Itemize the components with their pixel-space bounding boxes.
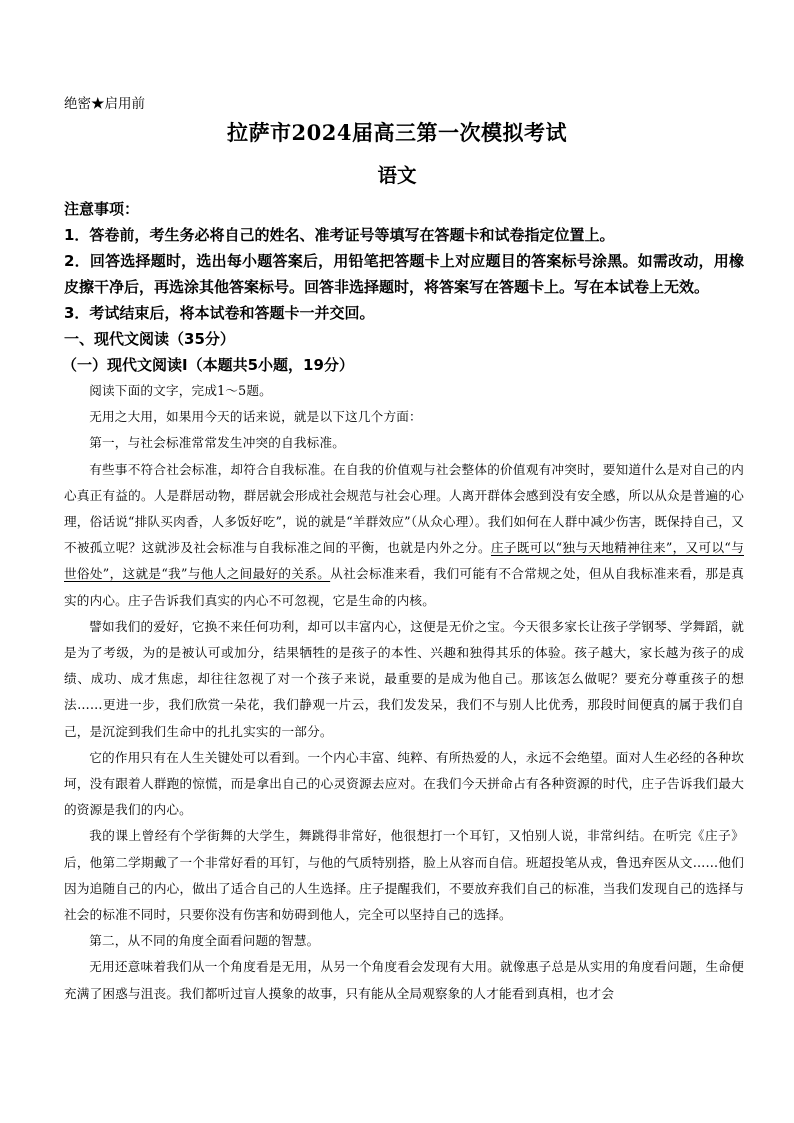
notes-item-2: 2．回答选择题时，选出每小题答案后，用铅笔把答题卡上对应题目的答案标号涂黑。如需改动，用橡皮擦干净后，再选涂其他答案标号。回答非选择题时，将答案写在答题卡上。写在本试卷上无效。 (64, 252, 744, 296)
passage-instruction: 阅读下面的文字，完成1～5题。 (89, 383, 272, 398)
exam-content (64, 196, 744, 1007)
section-title: 一、现代文阅读（35分） (64, 330, 235, 348)
passage-paragraph: 无用之大用，如果用今天的话来说，就是以下这几个方面： (89, 409, 422, 425)
notes-heading: 注意事项： (64, 200, 140, 218)
passage-paragraph: 第二，从不同的角度全面看问题的智慧。 (89, 933, 320, 949)
exam-title: 拉萨市2024届高三第一次模拟考试 (227, 120, 567, 145)
paragraph-text: 从社会标准来看，我们可能有不合常规之处，但从自我标准来看，那是真实的内心。庄子告诉我们真实的内心不可忽视，它是生命的内核。 (64, 566, 744, 608)
passage-paragraph: 我的课上曾经有个学街舞的大学生，舞跳得非常好，他很想打一个耳钉，又怕别人说，非常纠结。在听完《庄子》后，他第二学期戴了一个非常好看的耳钉，与他的气质特别搭，脸上从容而自信。班超投笔从戎，鲁迅弃医从文……他们因为追随自己的内心，做出了适合自己的人生选择。庄子提醒我们，不要放弃我们自己的标准，当我们发现自己的选择与社会的标准不同时，只要你没有伤害和妨碍到他人，完全可以坚持自己的选择。 (64, 828, 744, 923)
passage-paragraph: 譬如我们的爱好，它换不来任何功利，却可以丰富内心，这便是无价之宝。今天很多家长让孩子学钢琴、学舞蹈，就是为了考级，为的是被认可或加分，结果牺牲的是孩子的本性、兴趣和独得其乐的体验。孩子越大，家长越为孩子的成绩、成功、成才焦虑，却往往忽视了对一个孩子来说，最重要的是成为他自己。那该怎么做呢？要充分尊重孩子的想法……更进一步，我们欣赏一朵花，我们静观一片云，我们发发呆，我们不与别人比优秀，那段时间便真的属于我们自己，是沉淀到我们生命中的扎扎实实的一部分。 (64, 618, 744, 739)
passage-paragraph (64, 457, 744, 614)
paragraph-text: 有些事不符合社会标准，却符合自我标准。在自我的价值观与社会整体的价值观有冲突时，要知道什么是对自己的内心真正有益的。人是群居动物，群居就会形成社会规范与社会心理。人离开群体会感到没有安全感，所以从众是普遍的心理，俗话说“排队买肉香，人多饭好吃”，说的就是“羊群效应”（从众心理）。我们如何在人群中减少伤害，既保持自己，又不被孤立呢？这就涉及社会标准与自我标准之间的平衡，也就是内外之分。 (64, 461, 744, 556)
passage-paragraph: 第一，与社会标准常常发生冲突的自我标准。 (89, 435, 346, 451)
subject-title: 语文 (377, 164, 417, 187)
passage-paragraph: 它的作用只有在人生关键处可以看到。一个内心丰富、纯粹、有所热爱的人，永远不会绝望。面对人生必经的各种坎坷，没有跟着人群跑的惊慌，而是拿出自己的心灵资源去应对。在我们今天拼命占有各种资源的时代，庄子告诉我们最大的资源是我们的内心。 (64, 749, 744, 818)
section-subtitle: （一）现代文阅读Ⅰ（本题共5小题，19分） (62, 356, 354, 374)
passage-paragraph: 无用还意味着我们从一个角度看是无用，从另一个角度看会发现有大用。就像惠子总是从实用的角度看问题，生命便充满了困惑与沮丧。我们都听过盲人摸象的故事，只有能从全局观察象的人才能看到真相，也才会 (64, 959, 744, 1001)
underlined-sentence: 庄子既可以“独与天地精神往来”，又可以“与世俗处”，这就是“我”与他人之间最好的关系。 (64, 540, 744, 582)
secret-label: 绝密★启用前 (64, 96, 145, 112)
notes-item-1: 1．答卷前，考生务必将自己的姓名、准考证号等填写在答题卡和试卷指定位置上。 (64, 226, 615, 244)
notes-item-3: 3．考试结束后，将本试卷和答题卡一并交回。 (64, 304, 375, 322)
